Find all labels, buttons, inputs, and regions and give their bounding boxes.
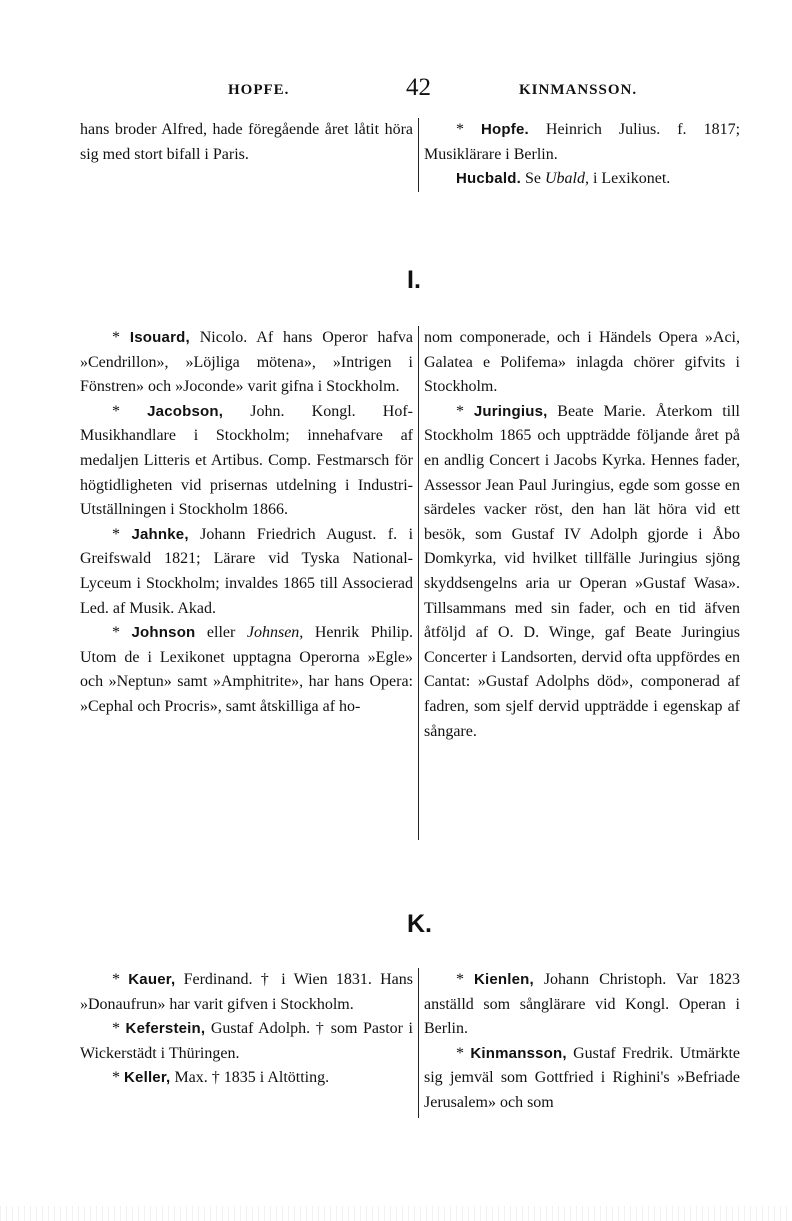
section-letter-k: K. [407, 910, 432, 938]
column-rule [418, 118, 419, 192]
section-k-right-column [424, 968, 740, 1116]
entry-hucbald: Hucbald. Se Ubald, i Lexikonet. [456, 170, 671, 188]
entry-name: Keferstein, [125, 1020, 206, 1038]
section-i [80, 326, 740, 840]
running-header [0, 76, 792, 106]
top-left-column [80, 118, 413, 167]
header-left-name: HOPFE. [228, 82, 290, 98]
entry-name: Johnson [131, 624, 196, 642]
entry-keferstein: * Keferstein, Gustaf Adolph. † som Pastor i Wickerstädt i Thüringen. [80, 1020, 413, 1062]
entry-johnson: * Johnson eller Johnsen, Henrik Philip. Utom de i Lexikonet upptagna Operorna »Egle» och »Neptun» samt »Amphitrite», har hans Opera: »Cephal och Procris», samt åtskilliga af ho- [80, 624, 414, 715]
entry-kauer: * Kauer, Ferdinand. † i Wien 1831. Hans »Donaufrun» har varit gifven i Stockholm. [80, 971, 414, 1013]
page-number: 42 [406, 74, 431, 101]
column-rule [418, 968, 419, 1118]
entry-juringius: * Juringius, Beate Marie. Återkom till Stockholm 1865 och uppträdde följande året på en andlig Concert i Jacobs Kyrka. Hennes fader, Assessor Jean Paul Juringius, egde som gosse en särdeles vacker röst, den han lät höra vid ett besök, som Gustaf IV Adolph gjorde i Åbo Domkyrka, vid hvilket tillfälle Juringius sjöng skyddsengelns aria ur Operan »Gustaf Wasa». Tillsammans med sin fader, och en tid äfven åtföljd af O. D. Winge, gaf Beate Juringius Concerter i Landsorten, dervid ofta uppfördes en Cantat: »Gustaf Adolphs död», componerad af fadren, som sjelf dervid uppträdde i egenskap af sångare. [424, 402, 741, 740]
entry-name: Kinmansson, [470, 1044, 567, 1062]
section-i-left-column [80, 326, 413, 720]
top-section [80, 118, 740, 192]
entry-jacobson: * Jacobson, John. Kongl. Hof-Musikhandlare i Stockholm; innehafvare af medaljen Litteris et Artibus. Comp. Festmarsch för högtidligheten vid prisernas utdelning i Industri-Utställningen i Stockholm 1866. [80, 402, 413, 519]
column-rule [418, 326, 419, 840]
section-k [80, 968, 740, 1118]
scan-edge-noise [0, 1206, 792, 1221]
entry-name: Kienlen, [473, 971, 534, 988]
entry-keller: * Keller, Max. † 1835 i Altötting. [112, 1069, 330, 1087]
entry-isouard: * Isouard, Nicolo. Af hans Operor hafva »Cendrillon», »Löjliga mötena», »Intrigen i Fönstren» och »Joconde» varit gifna i Stockholm. [80, 329, 414, 396]
entry-hopfe: * Hopfe. Heinrich Julius. f. 1817; Musiklärare i Berlin. [424, 121, 741, 163]
entry-jahnke: * Jahnke, Johann Friedrich August. f. i Greifswald 1821; Lärare vid Tyska National-Lyceum i Stockholm; invaldes 1865 till Associerad Led. af Musik. Akad. [80, 525, 414, 617]
section-i-right-column [424, 326, 740, 744]
section-letter-i: I. [407, 266, 421, 294]
top-right-column [424, 118, 740, 192]
entry-name: Jahnke, [131, 525, 189, 543]
entry-name: Jacobson, [147, 402, 224, 420]
section-k-left-column [80, 968, 413, 1091]
entry-kienlen: * Kienlen, Johann Christoph. Var 1823 anställd som sånglärare vid Kongl. Operan i Berlin. [424, 971, 740, 1038]
header-right-name: KINMANSSON. [519, 82, 638, 98]
entry-name: Kauer, [128, 971, 176, 988]
entry-paragraph: nom componerade, och i Händels Opera »Aci, Galatea e Polifema» inlagda chörer gifvits i Stockholm. [424, 329, 740, 396]
entry-paragraph: hans broder Alfred, hade föregående året låtit höra sig med stort bifall i Paris. [80, 121, 413, 163]
entry-name: Hucbald. [456, 170, 521, 188]
entry-name: Juringius, [473, 402, 548, 420]
entry-kinmansson: * Kinmansson, Gustaf Fredrik. Utmärkte sig jemväl som Gottfried i Righini's »Befriade Jerusalem» och som [424, 1044, 740, 1111]
entry-name: Isouard, [129, 329, 190, 346]
entry-name: Hopfe. [481, 121, 529, 138]
entry-name: Keller, [124, 1069, 171, 1087]
